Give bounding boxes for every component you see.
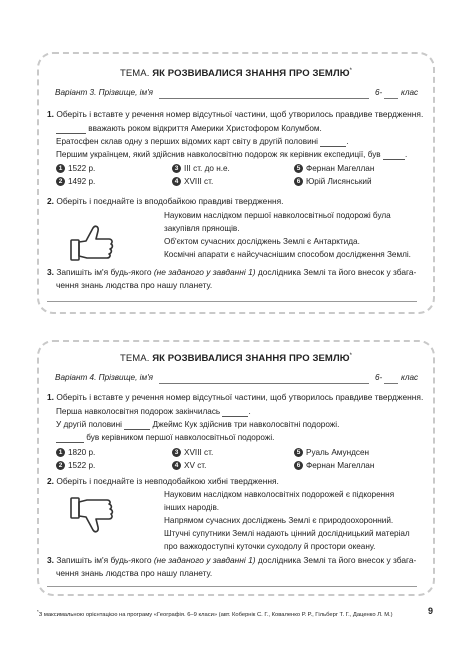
sentence-3: був керівником першої навколосвітньої подорожі. <box>56 433 274 443</box>
variant-label: Варіант 3. Прізвище, ім'я <box>55 88 154 97</box>
question-2: 2. Оберіть і поєднайте із вподобайкою правдиві твердження. <box>47 196 284 206</box>
name-field[interactable] <box>159 98 369 99</box>
question-3-cont: чення знань людства про нашу планету. <box>56 568 213 578</box>
answer-line[interactable] <box>47 586 417 587</box>
sentence-1: вважають роком відкриття Америки Христофором Колумбом. <box>56 124 322 134</box>
answer-blank[interactable] <box>124 420 150 430</box>
worksheet-title: ТЕМА. ЯК РОЗВИВАЛИСЯ ЗНАННЯ ПРО ЗЕМЛЮ* <box>119 68 353 80</box>
option-6: 6 Фернан Магеллан <box>294 461 374 470</box>
answer-blank[interactable] <box>56 433 84 443</box>
sentence-2: Ератосфен склав одну з перших відомих карт світу в другій половині . <box>56 137 349 146</box>
question-1: 1. Оберіть і вставте у речення номер відсутньої частини, щоб утворилось правдиве твердження. <box>47 109 424 119</box>
variant-label: Варіант 4. Прізвище, ім'я <box>55 373 154 382</box>
option-2: 2 1492 р. <box>56 177 95 186</box>
statement-2[interactable]: Напрямом сучасних досліджень Землі є природоохоронний. <box>164 516 394 525</box>
thumbs-up-icon <box>69 222 115 264</box>
question-1: 1. Оберіть і вставте у речення номер відсутньої частини, щоб утворилось правдиве твердження. <box>47 392 424 402</box>
statement-3-cont: про важкодоступні куточки суходолу й простори океану. <box>164 542 376 551</box>
thumbs-down-icon <box>69 494 115 536</box>
answer-blank[interactable] <box>383 150 405 160</box>
sentence-1: Перша навколосвітня подорож закінчилась . <box>56 407 251 416</box>
class-field[interactable] <box>384 98 398 99</box>
answer-blank[interactable] <box>56 124 86 134</box>
worksheet-variant-4 <box>37 340 435 596</box>
question-3: 3. Запишіть ім'я будь-якого (не заданого у завданні 1) дослідника Землі та його внесок у збага- <box>47 555 417 565</box>
option-6: 6 Юрій Лисянський <box>294 177 372 186</box>
answer-blank[interactable] <box>222 407 248 417</box>
statement-1[interactable]: Науковим наслідком першої навколосвітньої подорожі була <box>164 211 391 220</box>
class-field[interactable] <box>384 383 398 384</box>
option-5: 5 Руаль Амундсен <box>294 448 369 457</box>
statement-3[interactable]: Космічні апарати є найсучаснішим способом дослідження Землі. <box>164 250 411 259</box>
statement-3[interactable]: Штучні супутники Землі надають цінний дослідницький матеріал <box>164 529 410 538</box>
sentence-3: Першим українцем, який здійснив навколосвітню подорож як керівник експедиції, був . <box>56 150 408 159</box>
question-3-cont: чення знань людства про нашу планету. <box>56 280 213 290</box>
class-label: клас <box>401 373 419 382</box>
worksheet-variant-3 <box>37 52 435 314</box>
option-4: 4 XVIII ст. <box>172 177 213 186</box>
class-prefix: 6- <box>375 88 383 97</box>
question-3: 3. Запишіть ім'я будь-якого (не заданого у завданні 1) дослідника Землі та його внесок у збага- <box>47 267 417 277</box>
page-number: 9 <box>428 606 434 616</box>
answer-line[interactable] <box>47 301 417 302</box>
class-label: клас <box>401 88 419 97</box>
name-field[interactable] <box>159 383 369 384</box>
statement-1-cont: інших народів. <box>164 503 220 512</box>
worksheet-title: ТЕМА. ЯК РОЗВИВАЛИСЯ ЗНАННЯ ПРО ЗЕМЛЮ* <box>119 353 353 365</box>
sentence-2: У другій половині Джеймс Кук здійснив три навколосвітні подорожі. <box>56 420 340 429</box>
option-3: 3 ІІІ ст. до н.е. <box>172 164 230 173</box>
answer-blank[interactable] <box>320 137 346 147</box>
statement-1-cont: закупівля прянощів. <box>164 224 240 233</box>
option-1: 1 1522 р. <box>56 164 95 173</box>
statement-1[interactable]: Науковим наслідком навколосвітніх подорожей є підкорення <box>164 490 395 499</box>
option-2: 2 1522 р. <box>56 461 95 470</box>
class-prefix: 6- <box>375 373 383 382</box>
option-4: 4 XV ст. <box>172 461 206 470</box>
footnote: *З максимальною орієнтацією на програму «Географія. 6–9 класи» (авт. Кобернік С. Г., Коваленко Р. Р., Гільберг Т. Г., Даценко Л. М.) <box>37 609 393 618</box>
question-2: 2. Оберіть і поєднайте із невподобайкою хибні твердження. <box>47 476 279 486</box>
statement-2[interactable]: Об'єктом сучасних досліджень Землі є Антарктида. <box>164 237 360 246</box>
option-5: 5 Фернан Магеллан <box>294 164 374 173</box>
option-1: 1 1820 р. <box>56 448 95 457</box>
option-3: 3 XVIII ст. <box>172 448 213 457</box>
